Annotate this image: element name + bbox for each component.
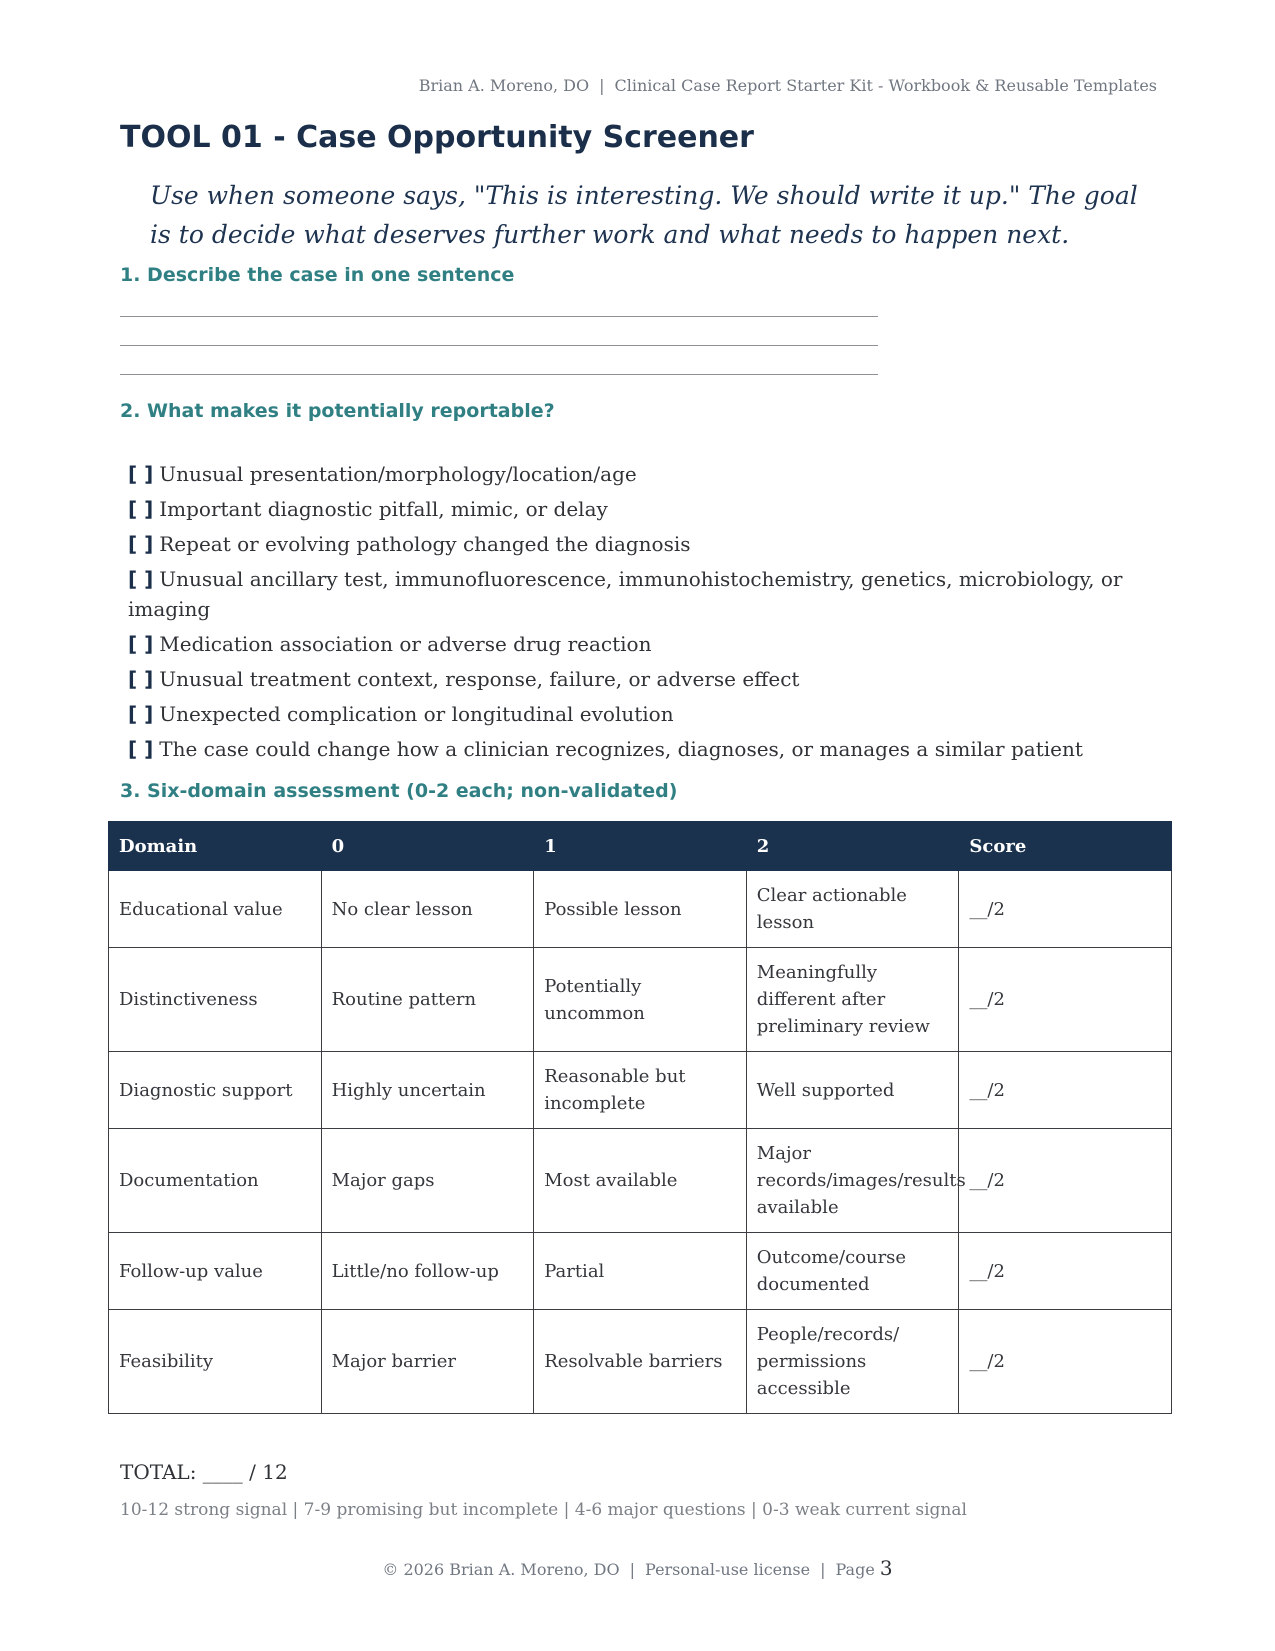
checkbox[interactable]: [ ] bbox=[128, 737, 154, 761]
column-header: 2 bbox=[746, 822, 959, 871]
score-cell[interactable]: __/2 bbox=[959, 1052, 1172, 1129]
page-title: TOOL 01 - Case Opportunity Screener bbox=[120, 120, 754, 155]
score-cell[interactable]: __/2 bbox=[959, 948, 1172, 1052]
total-score-field[interactable]: TOTAL: ____ / 12 bbox=[120, 1460, 288, 1484]
checklist-item-label: The case could change how a clinician recognizes, diagnoses, or manages a similar patient bbox=[159, 737, 1083, 761]
checklist-item bbox=[128, 494, 1158, 524]
checklist-item bbox=[128, 664, 1158, 694]
level-1-cell: Possible lesson bbox=[534, 871, 747, 948]
level-0-cell: Highly uncertain bbox=[321, 1052, 534, 1129]
level-2-cell: Clear actionable lesson bbox=[746, 871, 959, 948]
level-0-cell: Major gaps bbox=[321, 1129, 534, 1233]
answer-line-3[interactable] bbox=[120, 374, 878, 375]
table-row bbox=[109, 1233, 1172, 1310]
level-2-cell: People/records/ permissions accessible bbox=[746, 1310, 959, 1414]
section-3-heading: 3. Six-domain assessment (0-2 each; non-validated) bbox=[120, 780, 678, 802]
running-header bbox=[120, 76, 1157, 95]
checklist-item-label: Important diagnostic pitfall, mimic, or delay bbox=[159, 497, 608, 521]
level-1-cell: Reasonable but incomplete bbox=[534, 1052, 747, 1129]
level-2-cell: Outcome/course documented bbox=[746, 1233, 959, 1310]
score-cell[interactable]: __/2 bbox=[959, 1233, 1172, 1310]
answer-line-1[interactable] bbox=[120, 316, 878, 317]
level-2-cell: Major records/images/results available bbox=[746, 1129, 959, 1233]
table-header-row bbox=[109, 822, 1172, 871]
checklist-item bbox=[128, 734, 1158, 764]
answer-line-2[interactable] bbox=[120, 345, 878, 346]
page-footer bbox=[0, 1556, 1275, 1580]
domain-cell: Educational value bbox=[109, 871, 322, 948]
checklist-item bbox=[128, 459, 1158, 489]
reportable-checklist bbox=[128, 459, 1158, 769]
checkbox[interactable]: [ ] bbox=[128, 497, 154, 521]
footer-copyright: © 2026 Brian A. Moreno, DO bbox=[382, 1560, 620, 1579]
table-row bbox=[109, 871, 1172, 948]
page-number: 3 bbox=[879, 1556, 893, 1580]
checkbox[interactable]: [ ] bbox=[128, 632, 154, 656]
column-header: Score bbox=[959, 822, 1172, 871]
header-kit-title: Clinical Case Report Starter Kit - Workbook & Reusable Templates bbox=[614, 76, 1157, 95]
checkbox[interactable]: [ ] bbox=[128, 567, 154, 591]
checklist-item-label: Medication association or adverse drug reaction bbox=[159, 632, 652, 656]
checklist-item bbox=[128, 699, 1158, 729]
level-0-cell: Routine pattern bbox=[321, 948, 534, 1052]
assessment-table bbox=[108, 821, 1172, 1414]
score-cell[interactable]: __/2 bbox=[959, 1310, 1172, 1414]
footer-separator: | bbox=[820, 1560, 826, 1579]
domain-cell: Follow-up value bbox=[109, 1233, 322, 1310]
score-cell[interactable]: __/2 bbox=[959, 871, 1172, 948]
domain-cell: Diagnostic support bbox=[109, 1052, 322, 1129]
level-2-cell: Meaningfully different after preliminary review bbox=[746, 948, 959, 1052]
level-1-cell: Most available bbox=[534, 1129, 747, 1233]
score-legend: 10-12 strong signal | 7-9 promising but incomplete | 4-6 major questions | 0-3 weak current signal bbox=[120, 1500, 967, 1520]
checkbox[interactable]: [ ] bbox=[128, 702, 154, 726]
checkbox[interactable]: [ ] bbox=[128, 667, 154, 691]
checklist-item-label: Unusual ancillary test, immunofluorescence, immunohistochemistry, genetics, microbiology, or imaging bbox=[128, 567, 1123, 621]
footer-separator: | bbox=[629, 1560, 636, 1579]
footer-page-label: Page bbox=[835, 1560, 875, 1579]
checklist-item bbox=[128, 629, 1158, 659]
checkbox[interactable]: [ ] bbox=[128, 532, 154, 556]
checklist-item-label: Repeat or evolving pathology changed the diagnosis bbox=[159, 532, 691, 556]
score-cell[interactable]: __/2 bbox=[959, 1129, 1172, 1233]
table-row bbox=[109, 948, 1172, 1052]
level-1-cell: Resolvable barriers bbox=[534, 1310, 747, 1414]
checklist-item-label: Unusual treatment context, response, failure, or adverse effect bbox=[159, 667, 800, 691]
header-author: Brian A. Moreno, DO bbox=[418, 76, 590, 95]
checklist-item-label: Unusual presentation/morphology/location/age bbox=[159, 462, 637, 486]
domain-cell: Distinctiveness bbox=[109, 948, 322, 1052]
column-header: Domain bbox=[109, 822, 322, 871]
level-1-cell: Potentially uncommon bbox=[534, 948, 747, 1052]
intro-text: Use when someone says, "This is interesting. We should write it up." The goal is to decide what deserves further work and what needs to happen next. bbox=[150, 181, 1138, 249]
footer-license: Personal-use license bbox=[645, 1560, 811, 1579]
checkbox[interactable]: [ ] bbox=[128, 462, 154, 486]
header-separator: | bbox=[599, 76, 605, 95]
checklist-item-label: Unexpected complication or longitudinal evolution bbox=[159, 702, 674, 726]
table-row bbox=[109, 1129, 1172, 1233]
domain-cell: Documentation bbox=[109, 1129, 322, 1233]
section-1-heading: 1. Describe the case in one sentence bbox=[120, 264, 515, 286]
column-header: 1 bbox=[534, 822, 747, 871]
level-0-cell: No clear lesson bbox=[321, 871, 534, 948]
level-2-cell: Well supported bbox=[746, 1052, 959, 1129]
column-header: 0 bbox=[321, 822, 534, 871]
table-row bbox=[109, 1052, 1172, 1129]
domain-cell: Feasibility bbox=[109, 1310, 322, 1414]
level-1-cell: Partial bbox=[534, 1233, 747, 1310]
level-0-cell: Major barrier bbox=[321, 1310, 534, 1414]
checklist-item bbox=[128, 529, 1158, 559]
level-0-cell: Little/no follow-up bbox=[321, 1233, 534, 1310]
table-row bbox=[109, 1310, 1172, 1414]
section-2-heading: 2. What makes it potentially reportable? bbox=[120, 400, 555, 422]
checklist-item bbox=[128, 564, 1158, 624]
